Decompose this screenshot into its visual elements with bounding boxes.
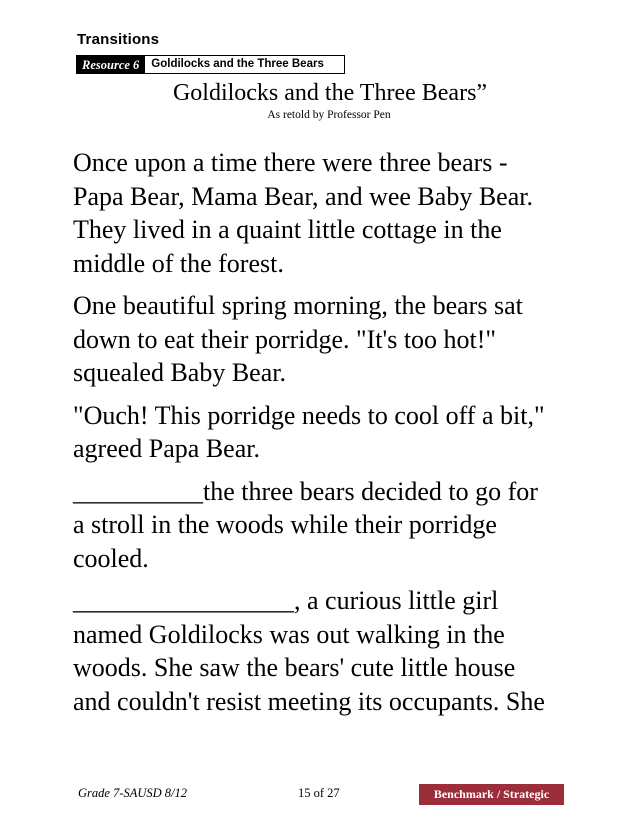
paragraph — [73, 475, 573, 576]
story-line: named Goldilocks was out walking in the — [73, 619, 505, 649]
story-line: woods. She saw the bears' cute little house — [73, 653, 516, 682]
footer-page-number: 15 of 27 — [298, 786, 340, 800]
resource-name: Goldilocks and the Three Bears — [145, 55, 345, 74]
story-line: __________the three bears decided to go for — [73, 476, 538, 506]
story-line: "Ouch! This porridge needs to cool off a bit," — [73, 400, 545, 430]
story-line: Once upon a time there were three bears - — [73, 148, 508, 177]
byline — [0, 109, 638, 121]
story-line: a stroll in the woods while their porridge — [73, 510, 497, 539]
story-line: and couldn't resist meeting its occupants. She — [73, 686, 545, 716]
paragraph — [73, 289, 573, 390]
story-line: Papa Bear, Mama Bear, and wee Baby Bear. — [73, 181, 533, 211]
byline-text: As retold by Professor Pen — [267, 109, 391, 121]
resource-bar — [76, 55, 345, 74]
story-title-text: Goldilocks and the Three Bears” — [172, 80, 488, 106]
footer-level-badge: Benchmark / Strategic — [419, 784, 564, 805]
page-footer — [0, 784, 638, 806]
story-line: down to eat their porridge. "It's too hot!" — [73, 324, 497, 354]
story-line: agreed Papa Bear. — [73, 434, 260, 463]
footer-grade: Grade 7-SAUSD 8/12 — [78, 786, 188, 800]
story-body — [73, 146, 573, 727]
story-line: squealed Baby Bear. — [73, 358, 286, 387]
story-line: One beautiful spring morning, the bears sat — [73, 291, 523, 320]
story-line: middle of the forest. — [73, 248, 284, 278]
story-line: _________________, a curious little girl — [73, 586, 499, 615]
paragraph — [73, 399, 573, 466]
story-line: cooled. — [73, 543, 149, 573]
resource-tag: Resource 6 — [76, 55, 145, 74]
story-title — [0, 77, 638, 109]
paragraph — [73, 584, 573, 718]
section-title: Transitions — [77, 31, 160, 48]
story-line: They lived in a quaint little cottage in the — [73, 215, 502, 244]
paragraph — [73, 146, 573, 280]
